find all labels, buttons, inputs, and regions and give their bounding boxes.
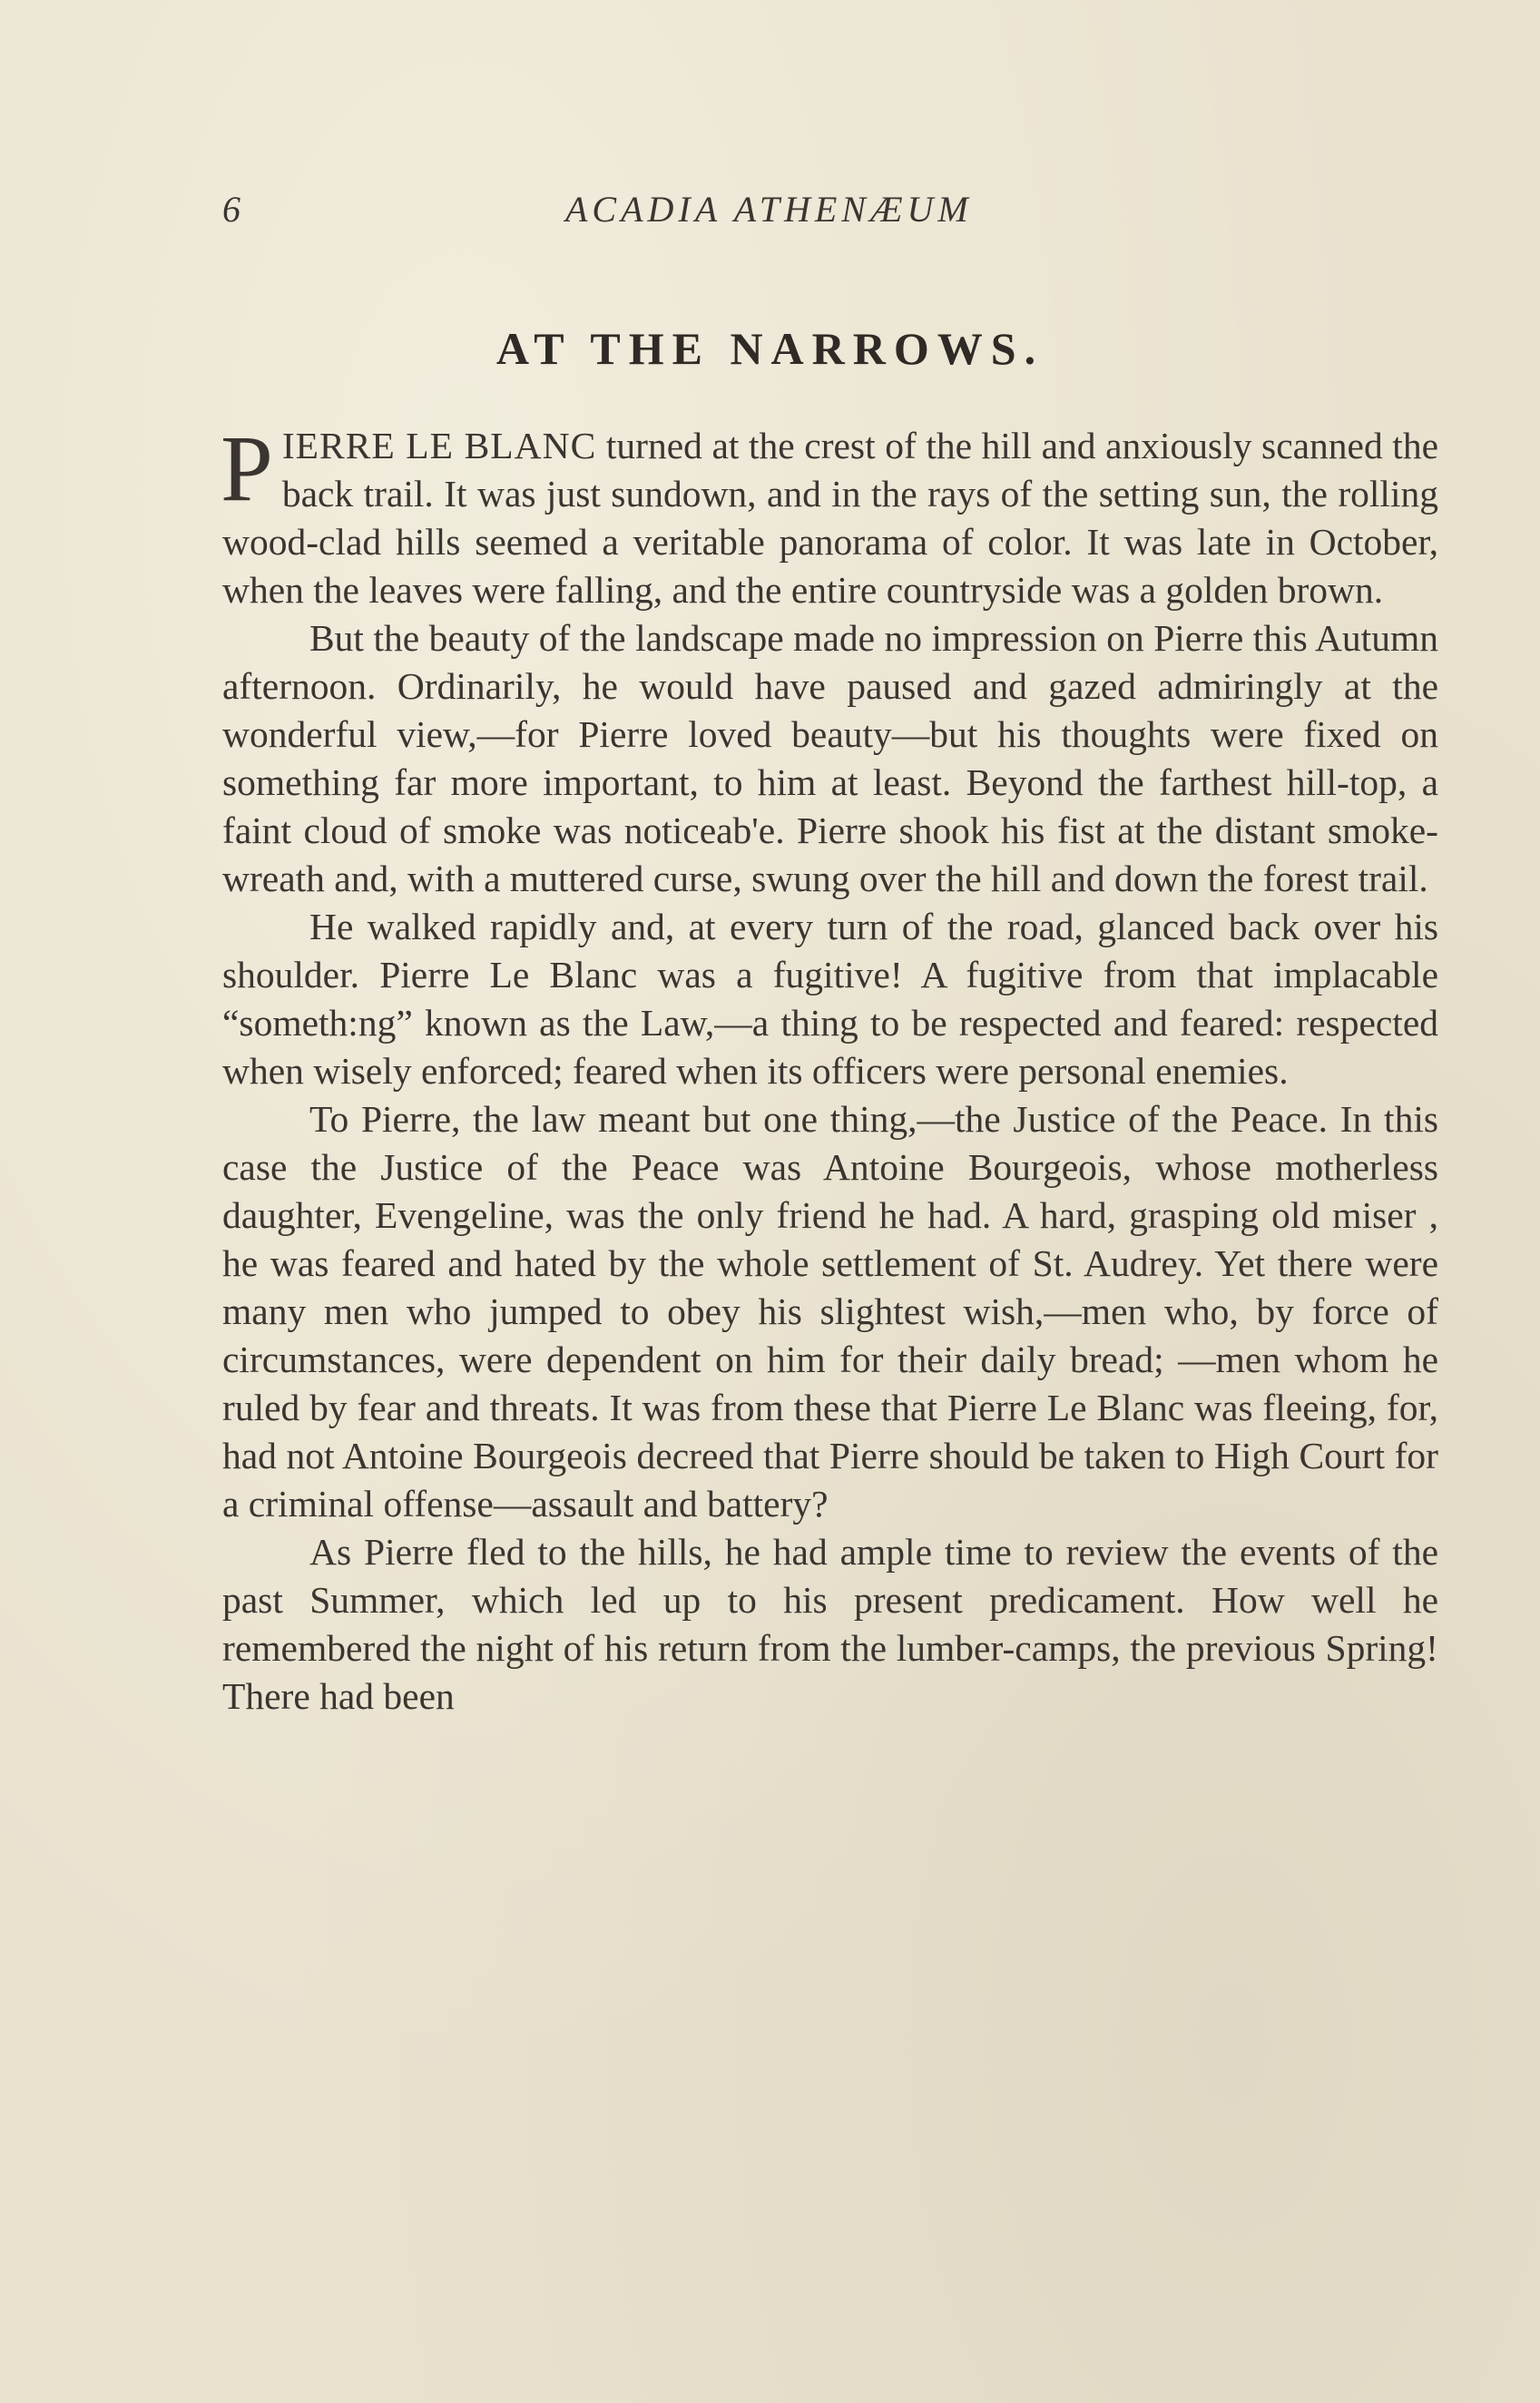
running-head bbox=[222, 188, 1438, 242]
paragraph-3: He walked rapidly and, at every turn of the road, glanced back over his shoulder. Pierre Le Blanc was a fugitive! A fugitive from that implacable “someth:ng” known as the Law,—a thing to be respected and feared: respected when wisely enforced; feared when its officers were personal enemies. bbox=[222, 906, 1438, 1092]
paragraph-5: As Pierre fled to the hills, he had ample time to review the events of the past Summer, which led up to his present predicament. How well he remembered the night of his return from the lumber-camps, the previous Spring! There had been bbox=[222, 1531, 1438, 1717]
page-number: 6 bbox=[222, 189, 243, 230]
paragraph-1-text: turned at the crest of the hill and anxiously scanned the back trail. It was just sundown, and in the rays of the setting sun, the rolling wood-clad hills seemed a veritable panorama of color. It was late in October, when the leaves were falling, and the entire countryside was a golden brown. bbox=[222, 425, 1438, 611]
paragraph-2: But the beauty of the landscape made no impression on Pierre this Autumn afternoon. Ordinarily, he would have paused and gazed admiringly at the wonderful view,—for Pierre loved beauty—but his thoughts were fixed on something far more important, to him at least. Beyond the farthest hill-top, a faint cloud of smoke was noticeab'e. Pierre shook his fist at the distant smoke-wreath and, with a muttered curse, swung over the hill and down the forest trail. bbox=[222, 617, 1438, 899]
journal-title: ACADIA ATHENÆUM bbox=[565, 189, 973, 230]
paragraph-1 bbox=[221, 417, 1438, 614]
article-title: AT THE NARROWS. bbox=[495, 323, 1045, 374]
opening-words: IERRE LE BLANC bbox=[281, 425, 597, 466]
article-body bbox=[221, 417, 1438, 1721]
drop-cap: P bbox=[221, 417, 273, 521]
paragraph-4: To Pierre, the law meant but one thing,—the Justice of the Peace. In this case the Justice of the Peace was Antoine Bourgeois, whose motherless daughter, Evengeline, was the only friend he had. A hard, grasping old miser , he was feared and hated by the whole settlement of St. Audrey. Yet there were many men who jumped to obey his slightest wish,—men who, by force of circumstances, were dependent on him for their daily bread; —men whom he ruled by fear and threats. It was from these that Pierre Le Blanc was fleeing, for, had not Antoine Bourgeois decreed that Pierre should be taken to High Court for a criminal offense—assault and battery? bbox=[222, 1098, 1438, 1525]
